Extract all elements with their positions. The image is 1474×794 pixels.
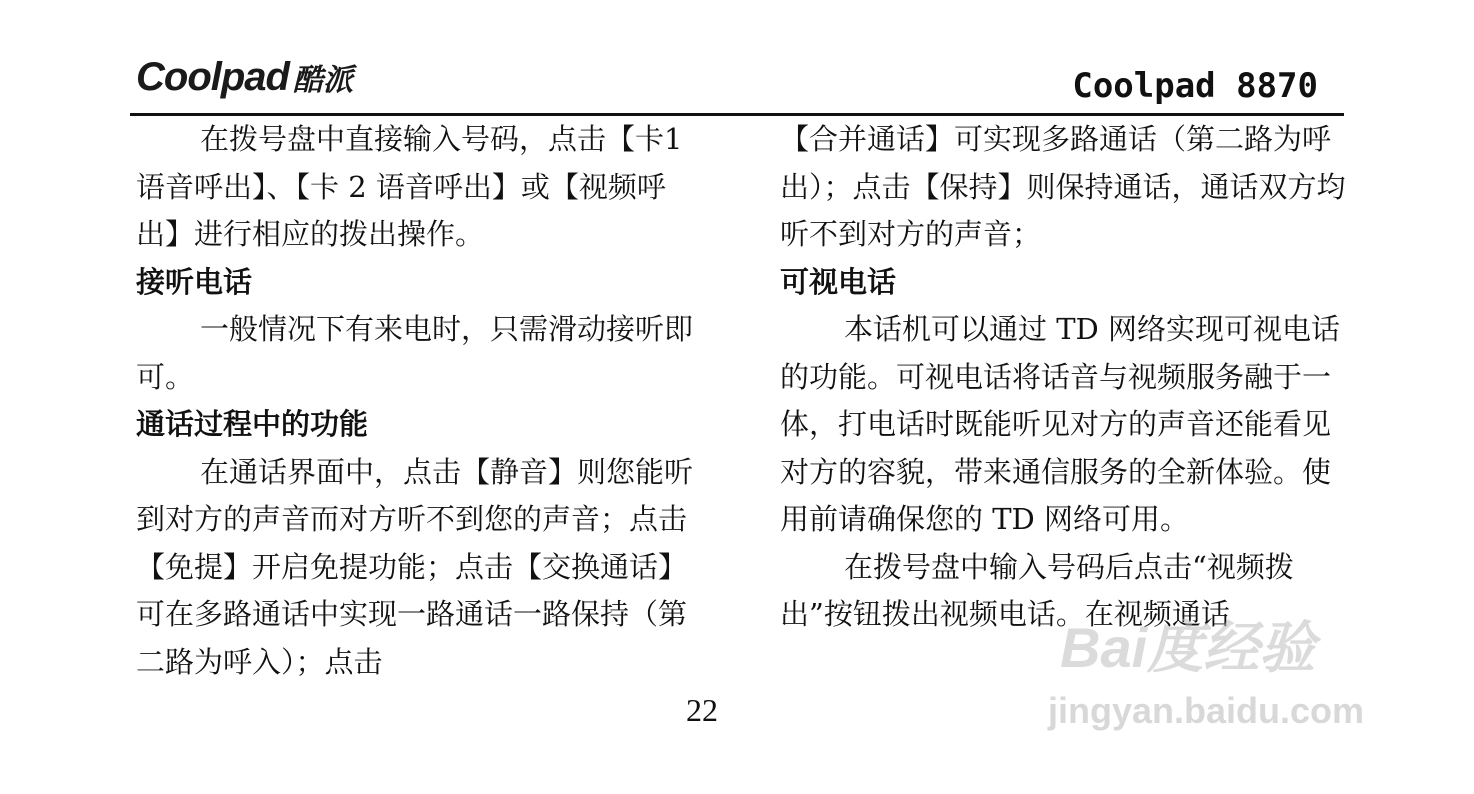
paragraph-answer: 一般情况下有来电时，只需滑动接听即可。 bbox=[136, 312, 694, 394]
left-column bbox=[136, 116, 696, 686]
coolpad-logo bbox=[136, 55, 353, 103]
heading-answer-call: 接听电话 bbox=[136, 264, 253, 299]
paragraph-in-call: 在通话界面中，点击【静音】则您能听到对方的声音而对方听不到您的声音；点击【免提】开启免提功能；点击【交换通话】可在多路通话中实现一路通话一路保持（第二路为呼入）；点击 bbox=[136, 454, 694, 679]
paragraph-dial: 在拨号盘中直接输入号码，点击【卡1 语音呼出】、【卡 2 语音呼出】或【视频呼出】进行相应的拨出操作。 bbox=[136, 122, 683, 251]
paragraph-video-intro: 本话机可以通过 TD 网络实现可视电话的功能。可视电话将话音与视频服务融于一体，打电话时既能听见对方的声音还能看见对方的容貌，带来通信服务的全新体验。使用前请确保您的 TD 网络可用。 bbox=[780, 312, 1341, 536]
watermark-brand: Bai度经验 bbox=[1060, 616, 1316, 679]
logo-cn-text: 酷派 bbox=[292, 64, 353, 97]
model-title: Coolpad 8870 bbox=[1072, 66, 1318, 106]
watermark-url: jingyan.baidu.com bbox=[1048, 690, 1365, 731]
paragraph-video-dial: 在拨号盘中输入号码后点击“视频拨出”按钮拨出视频电话。在视频通话 bbox=[780, 549, 1294, 631]
paragraph-merge-call: 【合并通话】可实现多路通话（第二路为呼出）；点击【保持】则保持通话，通话双方均听不到对方的声音； bbox=[780, 122, 1346, 251]
logo-text: Coolpad bbox=[136, 55, 289, 99]
heading-video-call: 可视电话 bbox=[780, 264, 897, 299]
page-number: 22 bbox=[686, 692, 718, 728]
right-column bbox=[780, 116, 1350, 639]
heading-in-call-functions: 通话过程中的功能 bbox=[136, 407, 369, 441]
